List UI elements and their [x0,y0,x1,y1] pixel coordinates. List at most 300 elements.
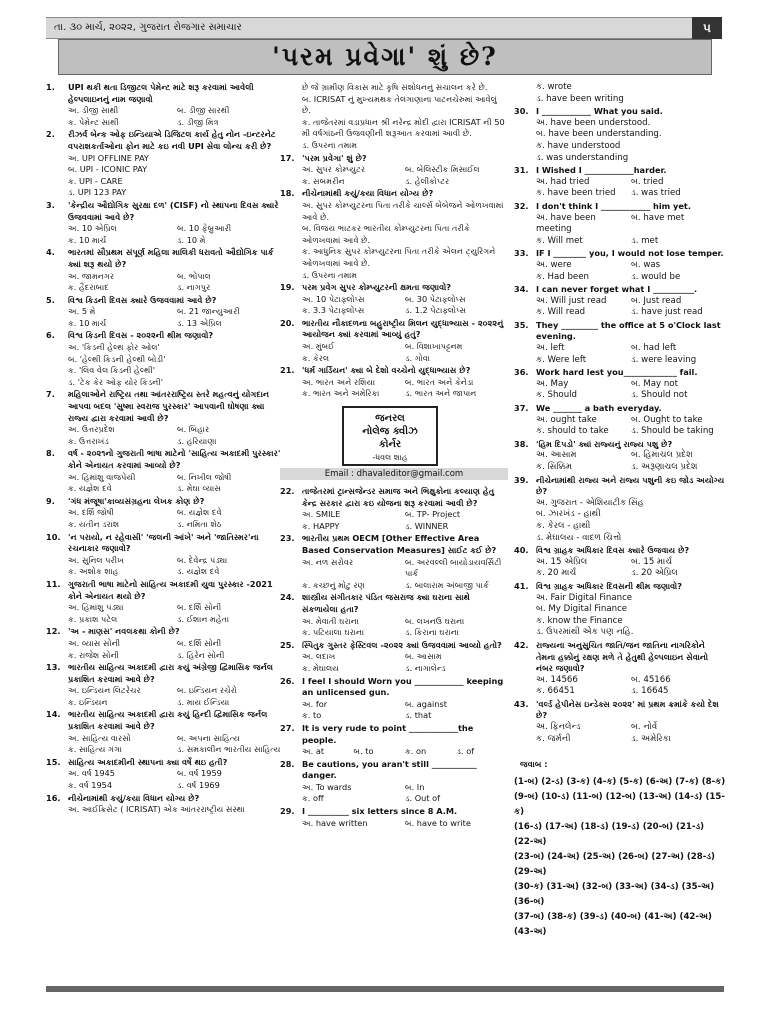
answer-option: ડ. નાગાલેન્ડ [405,662,446,673]
answer-option: ડ. have been writing [536,93,624,104]
option-list [514,379,726,402]
answer-option: અ. હિમાંશુ વાજપેયી [68,471,136,482]
question-text-row [280,723,508,746]
option-list [280,200,508,281]
question-item [280,723,508,758]
question-text: ગુજરાતી ભાષા માટેનો સાહિત્ય અકાદમી યુવા પુરસ્કાર -2021 કોને એનાયત થયો છે? [68,578,273,601]
column-3 [514,82,726,940]
answer-option: બ. દેવેન્દ્ર પંડ્યા [177,554,228,565]
question-number: 29. [280,806,295,817]
answer-option: અ. had tried [536,176,590,187]
answer-option: ક. આધુનિક સુપર કોમ્પ્યુટરના પિતા તરીકે એલન ટ્યુરિંગને ઓળખવામાં આવે છે. [302,246,496,268]
answer-option: અ. SMILE [302,509,341,520]
answer-option: બ. TP- Project [405,509,461,520]
answer-option: બ. In [405,781,425,792]
answer-option: બ. UPI - ICONIC PAY [68,164,148,175]
answer-option: ડ. ભારત અને જાપાન [405,388,477,399]
question-text-row [514,439,726,451]
question-text: ભારતીય નૌકાદળના બહુરાષ્ટ્રીય મિલન યુદ્ધાભ્યાસ - ૨૦૨૨નું આયોજન ક્યાં કરવામાં આવ્યું હતું? [302,317,504,340]
question-number: 17. [280,152,295,163]
answer-option: અ. at [302,746,325,757]
answer-option: અ. for [302,698,328,709]
answer-option: ડ. મેઘાલય - વાદળ ચિત્તો [536,532,622,543]
question-item [46,532,286,578]
option-list [280,699,508,722]
question-item [280,82,508,152]
question-text-row [46,579,286,602]
question-text: નીચેનામાંથી કયું/કયા વિધાન યોગ્ય છે? [68,792,200,803]
option-list [280,164,508,187]
question-item [514,403,726,438]
answer-option: અ. Fair Digital Finance [536,592,633,603]
answer-key-line: (23-બ) (24-અ) (25-અ) (26-બ) (27-અ) (28-ડ) (29-અ) [514,851,715,877]
answer-option: બ. 30 પેટાફ્લોપ્સ [405,293,466,304]
question-text-row [514,545,726,557]
answer-option: બ. નિખીલ જોષી [177,471,232,482]
answer-option: ક. સબમરીન [302,175,345,186]
answer-option: બ. આસામ [405,651,442,662]
answer-key-line: (16-ડ) (17-અ) (18-ડ) (19-ડ) (20-બ) (21-ડ) (22-અ) [514,821,705,847]
question-text-row [46,626,286,638]
question-text: ભારતમાં સૌપ્રથમ સંપૂર્ણ મહિલા માલિકી ધરાવતો ઔદ્યોગિક પાર્ક ક્યાં શરૂ થયો છે? [68,247,274,269]
question-number: 5. [46,294,55,305]
column-2 [280,82,508,830]
question-item [46,200,286,246]
answer-option: ક. રાજેશ સોની [68,649,120,660]
answer-option: ડ. હિરેન સોની [177,649,225,660]
question-item [514,82,726,105]
question-number: 40. [514,545,529,556]
answer-option: ક. કેરલ [302,352,330,363]
answer-option: ડ. 16645 [631,686,669,697]
question-text: I can never forget what I __________. [536,284,698,295]
answer-option: ક. have been tried [536,188,616,199]
answer-option: ડ. 'ટેક કેર ઓફ યોર કિડની' [68,376,163,387]
option-list [514,593,726,639]
answer-option: બ. ડીજી સારથી [177,105,230,116]
question-text-row [46,793,286,805]
question-number: 23. [280,533,295,544]
question-text: I ____________ What you said. [536,106,663,117]
question-text: વિશ્વ કિડની દિવસ ક્યારે ઉજવવામાં આવે છે? [68,294,217,305]
question-text-row [46,709,286,732]
answer-option: ક. Were left [536,354,587,365]
answer-option: અ. 15 એપ્રિલ [536,556,588,567]
answer-option: ક. પટિયાલા ઘરાના [302,627,365,638]
answer-option: ડ. સમકાલીન ભારતીય સાહિત્ય [177,744,281,755]
answer-option: અ. UPI OFFLINE PAY [68,152,149,163]
question-item [514,320,726,366]
option-list [46,342,286,388]
answer-option: ક. કેરલ - હાથી [536,520,591,531]
bottom-rule [46,986,724,992]
answer-option: ડ. અરૂણાચલ પ્રદેશ [631,462,698,472]
answer-option: ક. 3.3 પેટાફ્લોપ્સ [302,305,365,316]
question-text-row [514,165,726,177]
question-item [280,640,508,675]
question-text-row [280,153,508,165]
option-list [280,616,508,639]
question-item [514,367,726,402]
answer-option: ડ. was understanding [536,152,629,163]
question-text: સ્પિતુક ગુસ્તર ફેસ્ટિવલ -૨૦૨૨ ક્યાં ઉજવવામાં આવ્યો હતો? [302,639,502,650]
question-item [46,389,286,447]
option-list [280,782,508,805]
answer-option: ડ. WINNER [405,520,449,531]
question-item [46,129,286,199]
answer-option: અ. સાહિત્ય વારસો [68,732,131,743]
option-list [280,509,508,532]
answer-option: અ. દર્શિ જોષી [68,507,114,518]
option-list [514,296,726,319]
answers-title: જવાબ : [520,759,548,770]
question-item [514,165,726,200]
question-item [46,247,286,293]
answer-option: અ. were [536,259,572,270]
answer-option: અ. May [536,378,569,389]
answer-option: બ. Just read [631,295,682,306]
answer-option: અ. ગુજરાત - એશિયાટીક સિંહ [536,497,644,508]
option-list [46,555,286,578]
answer-option: અ. વ્યાસ સોની [68,637,121,648]
answer-option: બ. વિજય ભાટકર ભારતીય કોમ્પ્યુટરના પિતા તરીકે ઓળખવામાં આવે છે. [302,223,470,245]
option-list [514,557,726,580]
question-text-row [514,699,726,722]
question-number: 35. [514,319,529,330]
question-text-row [46,448,286,471]
question-item [46,626,286,661]
answer-option: બ. was [631,259,661,270]
question-text-row [46,82,286,105]
answer-option: અ. 'કિડની હેલ્થ ફોર ઓલ' [68,342,160,353]
answer-option: અ. હિમાંશુ પંડ્યા [68,602,124,613]
question-item [280,533,508,591]
question-text-row [46,532,286,555]
answer-option: અ. 14566 [536,674,578,685]
answer-option: ડ. 10 મે [177,234,206,245]
answer-option: બ. બેલિસ્ટીક મિસાઈલ [405,164,480,175]
quiz-corner-logo [342,406,438,466]
answer-key-line: (30-ક) (31-અ) (32-બ) (33-અ) (34-ડ) (35-અ) (36-બ) [514,881,715,907]
question-text: 'ધર્મ ગાર્ડિયન' ક્યા બે દેશો વચ્ચેનો યુદ્ધાભ્યાસ છે? [302,365,471,376]
answer-option: ડ. 1.2 પેટાફ્લોપ્સ [405,305,467,316]
option-list [514,260,726,283]
answer-option: બ. have to write [405,817,471,828]
answer-option: અ. જામનગર [68,270,115,281]
question-item [46,295,286,330]
answer-option: ક. અશોક શાહ [68,566,119,577]
answer-option: બ. had left [631,343,677,354]
question-item [280,676,508,722]
answer-option: અ. આઈક્રિસેટ ( ICRISAT) એક આંતરરાષ્ટ્રીય સંસ્થા [68,804,245,815]
answer-option: ડ. 20 એપ્રિલ [631,568,678,579]
question-text-row [46,247,286,270]
answer-option: ક. 10 માર્ચ [68,317,107,328]
answer-option: ડ. હેલીકોપ્ટર [405,175,450,186]
answer-option: ડ. નાગપુર [177,282,211,293]
answer-option: બ. અરવલ્લી બાયોડાયવર્સિટી પાર્ક [405,556,502,579]
question-number: 15. [46,756,61,767]
answer-option: ડ. મેઘા વ્યાસ [177,483,221,494]
column-3-questions [514,82,726,745]
question-item [280,282,508,317]
question-text: રાજ્યના અનુસુચિત જાતિ/જન જાતિના નાગરિકોને તેમના હક્કોનું રક્ષણ મળે તે હેતુથી હેલ્પલાઇન સેવાનો નંબર જણાવો? [536,639,709,674]
question-text-row [46,295,286,307]
answer-option: ક. 'લિવ વેલ કિડની હેલ્થી' [68,365,155,376]
answer-option: અ. સુપર કોમ્પ્યુટરના પિતા તરીકે ચાર્લ્સ બેબેજને ઓળખવામાં આવે છે. [302,199,504,222]
answer-option: ડ. that [405,710,432,721]
question-item [514,248,726,283]
answer-option: બ. ICRISAT નું મુખ્યમથક તેલંગાણાના પાટનચેરુમાં આવેલું છે. [302,93,497,116]
answer-option: બ. 45166 [631,674,671,685]
answer-option: ક. 66451 [536,686,575,697]
page-header [46,17,722,39]
answer-option: બ. વિશાખાપટ્ટનમ [405,341,463,352]
answer-key-line: (9-બ) (10-ડ) (11-બ) (12-બ) (13-અ) (14-ડ) (15-ક) [514,791,725,817]
option-list [46,804,286,816]
question-item [514,201,726,247]
answer-option: અ. નળ સરોવર [302,556,354,567]
answer-key-line: (1-બ) (2-ડ) (3-ક) (4-ક) (5-ક) (6-અ) (7-ક) (8-ક) [514,776,726,787]
question-text: 'વર્લ્ડ હેપીનેસ ઇન્ડેક્સ ૨૦૨૨' માં પ્રથમ ક્રમાંકે કયો દેશ છે? [536,698,719,721]
answer-option: ક. સાહિત્ય ગંગા [68,744,122,755]
option-list [514,213,726,248]
question-item [46,793,286,816]
question-number: 7. [46,389,55,400]
answer-option: અ. લદાખ [302,651,336,662]
option-list [280,294,508,317]
option-list [46,153,286,199]
question-text: Work hard lest you_____________ fail. [536,367,698,378]
question-text-row [280,486,508,509]
answer-option: બ. have met [631,212,685,223]
option-list [280,651,508,674]
option-list [280,557,508,592]
answer-option: અ. સુનિલ પરીખ [68,554,124,565]
email-banner[interactable]: Email : dhavaleditor@gmail.com [280,468,508,480]
answer-option: અ. મુંબઈ [302,341,335,352]
answer-option: ક. have understood [536,140,621,151]
question-number: 30. [514,106,529,117]
answer-option: બ. 15 માર્ચ [631,556,673,567]
answer-option: ડ. have just read [631,307,703,318]
answer-option: ક. તાજેતરમાં વડાપ્રધાન શ્રી નરેન્દ્ર મોદી દ્વારા ICRISAT ની 50 મી વર્ષગાંઠની ઉજવણીની શરૂઆત કરવામાં આવી છે. [302,116,505,139]
option-list [46,306,286,329]
answer-option: અ. ought take [536,414,597,425]
question-text: 'ન પરાયો, ન રહેવાસી' 'જલની આંખે' અને 'જાતિસ્મર'ના રચનાકાર જણાવો? [68,531,259,554]
question-number: 21. [280,365,295,376]
question-text-row [280,533,508,556]
answer-option: ડ. બાલારામ અંબાજી પાર્ક [405,579,489,590]
answer-option: ક. should to take [536,426,609,437]
answer-option: બ. નોર્વે [631,722,658,733]
answer-option: ક. UPI - CARE [68,175,123,186]
corner-author: -ધવલ શાહ [372,453,408,463]
question-number: 34. [514,284,529,295]
question-number: 6. [46,330,55,341]
answer-key-line: (37-બ) (38-ક) (39-ડ) (40-બ) (41-અ) (42-અ) (43-અ) [514,911,712,937]
question-text: વિશ્વ ગ્રાહક અધિકાર દિવસ ક્યારે ઉજવાય છે? [536,545,690,556]
question-text: I __________ six letters since 8 A.M. [302,806,458,817]
answer-option: બ. tried [631,176,664,187]
question-number: 14. [46,709,61,720]
answer-option: ડ. would be [631,271,681,282]
answer-option: ડ. ડીજી મિત્ર [177,116,219,127]
question-item [46,82,286,128]
option-list [280,818,508,830]
answer-option: બ. યજ્ઞેશ દવે [177,507,222,518]
page-number: ૫ [692,17,722,39]
question-number: 12. [46,626,61,637]
question-text: I don't think I ____________ him yet. [536,200,691,211]
question-text: 'ગંધ મંજૂષા'કાવ્યસંગ્રહના લેખક કોણ છે? [68,495,205,506]
question-text: સાહિત્ય અકાદમીની સ્થાપના ક્યા વર્ષે થઇ હતી? [68,756,228,767]
question-item [514,439,726,474]
answer-option: બ. ઝારખંડ - હાથી [536,509,601,520]
option-list [280,341,508,364]
question-text: ભારતીય સાહિત્ય અકાદમી દ્વારા કયું હિન્દી દ્વિમાસિક જર્નલ પ્રકાશિત કરવામાં આવે છે? [68,709,268,732]
question-item [46,662,286,708]
answer-option: બ. ઇન્ડિયન રચેરો [177,685,237,696]
question-item [280,806,508,829]
question-number: 4. [46,247,55,258]
answer-option: અ. have been understood. [536,117,651,128]
question-item [46,448,286,494]
question-text: I feel I should Worn you ____________ keeping an unlicensed gun. [302,675,504,698]
question-number: 20. [280,317,295,328]
question-text-row [46,389,286,424]
option-list [46,105,286,128]
answer-option: બ. ભારત અને કેનેડા [405,376,474,387]
question-number: 38. [514,438,529,449]
answer-option: અ. have been meeting [536,212,596,235]
answer-option: બ. બિહાર [177,424,210,435]
answer-option: ડ. Out of [405,793,441,804]
option-list [280,377,508,400]
question-number: 25. [280,639,295,650]
answer-option: ક. યતીન ડરાશ [68,518,120,529]
answer-option: ક. ભારત અને અમેરિકા [302,388,380,399]
option-list [514,722,726,745]
page-title: 'પરમ પ્રવેગા' શું છે? [58,39,712,75]
question-item [280,365,508,400]
answer-option: ડ. અમેરિકા [631,733,671,744]
question-text: UPI થકી થતા ડિજીટલ પેમેન્ટ માટે શરૂ કરવામાં આવેલી હેલ્પલાઇનનું નામ જણાવો [68,82,254,104]
answer-option: ડ. નમિતા શેઠ [177,518,222,529]
question-text-row [46,496,286,508]
answer-option: અ. ભારત અને રશિયા [302,376,376,387]
answer-option: બ. have been understanding. [536,129,662,140]
answer-option: અ. સુપર કોમ્પ્યુટર [302,164,366,175]
answer-option: અ. ડીજી સાથી [68,105,119,116]
question-text-row [514,320,726,343]
question-text: નીચેનામાંથી રાજ્ય અને રાજ્ય પશુની કઇ જોડ અયોગ્ય છે? [536,474,725,497]
answer-option: બ. દર્શિ સોની [177,637,222,648]
question-text: I Wished I ____________harder. [536,165,667,176]
answer-option: ડ. were leaving [631,354,697,365]
answer-option: બ. લખનઉ ઘરાના [405,615,465,626]
answer-option: ક. Should [536,390,577,401]
question-item [46,496,286,531]
question-text-row [46,330,286,342]
question-text: 'હિમ દિપડો' ક્યાં રાજ્યનું રાજ્ય પશુ છે? [536,438,673,449]
question-item [514,699,726,745]
answer-option: ડ. 13 એપ્રિલ [177,317,222,328]
option-list [46,733,286,756]
question-item [514,106,726,164]
option-list [514,343,726,366]
question-text-row [280,282,508,294]
answer-option: ક. on [405,746,427,757]
column-1 [46,82,286,817]
answer-option: અ. left [536,343,565,354]
column-2-bottom [280,486,508,829]
question-item [514,640,726,698]
answer-option: ડ. ગોવા [405,352,430,363]
option-list [46,223,286,246]
answer-option: બ. May not [631,378,678,389]
answer-option: ક. 10 માર્ચ [68,234,107,245]
question-number: 33. [514,248,529,259]
question-text: મહિલાઓને રાષ્ટ્રિય તથા આંતરરાષ્ટ્રિય સ્તરે મહત્વનું યોગદાન આપવા બદલ 'સુષ્મા સ્વરાજ પુરસ્કાર' આપવાની ઘોષણા ક્યા રાજ્ય દ્વારા કરવામાં આવી છે? [68,389,270,423]
question-text-row [280,318,508,341]
question-text: 'અ - માણસ' નવલકથા કોની છે? [68,626,180,637]
question-text-row [280,365,508,377]
answer-option: બ. 10 ફેબ્રુઆરી [177,223,232,234]
option-list [46,768,286,791]
answer-option: બ. to [353,746,374,757]
answer-option: ડ. Should not [631,390,688,401]
option-list [514,498,726,544]
answer-option: અ. 10 પેટાફ્લોપ્સ [302,293,365,304]
answer-option: અ. have written [302,817,368,828]
answer-option: ડ. was tried [631,188,681,199]
question-text-row [46,129,286,152]
question-text-row [514,403,726,415]
answer-option: ડ. ઉપરના તમામ [302,139,358,150]
question-number: 2. [46,129,55,140]
question-text: વિશ્વ કિડની દિવસ - ૨૦૨૨ની થીમ જણાવો? [68,330,214,341]
answer-option: બ. My Digital Finance [536,604,628,615]
question-text: ભારતીય પ્રથમ OECM [Other Effective Area Based Conservation Measures] સાઈટ કઈ છે? [302,533,497,555]
answer-option: બ. 21 જાન્યુઆરી [177,306,240,317]
option-list [46,638,286,661]
question-item [514,545,726,580]
answer-option: બ. ભોપાલ [177,270,211,281]
question-text: They _________ the office at 5 o'Clock last evening. [536,319,721,342]
question-text-row [514,106,726,118]
answer-option: ક. સિક્કિમ [536,462,573,472]
option-list [46,685,286,708]
question-text-row [514,475,726,498]
option-list [46,424,286,447]
answer-option: અ. વર્ષ 1945 [68,768,115,779]
question-text-row [514,248,726,260]
question-text: શાસ્ત્રીય સંગીતકાર પંડિત જસરાજ ક્યા ઘરાના સાથે સંકળાયેલા હતા? [302,592,470,614]
answer-option: ડ. ઉપરમાંથી એક પણ નહિ. [536,627,634,638]
answer-option: ક. 20 માર્ચ [536,568,577,579]
question-number: 22. [280,486,295,497]
question-item [514,475,726,545]
question-text: It is very rude to point ____________the people. [302,722,474,745]
option-list [46,472,286,495]
question-item [280,153,508,188]
question-text-row [280,592,508,615]
corner-line-2: નોલેજ ક્વીઝ [362,426,418,438]
option-list [514,415,726,438]
question-number: 8. [46,448,55,459]
answer-option: ડ. માય ઈન્ડિયા [177,696,230,707]
